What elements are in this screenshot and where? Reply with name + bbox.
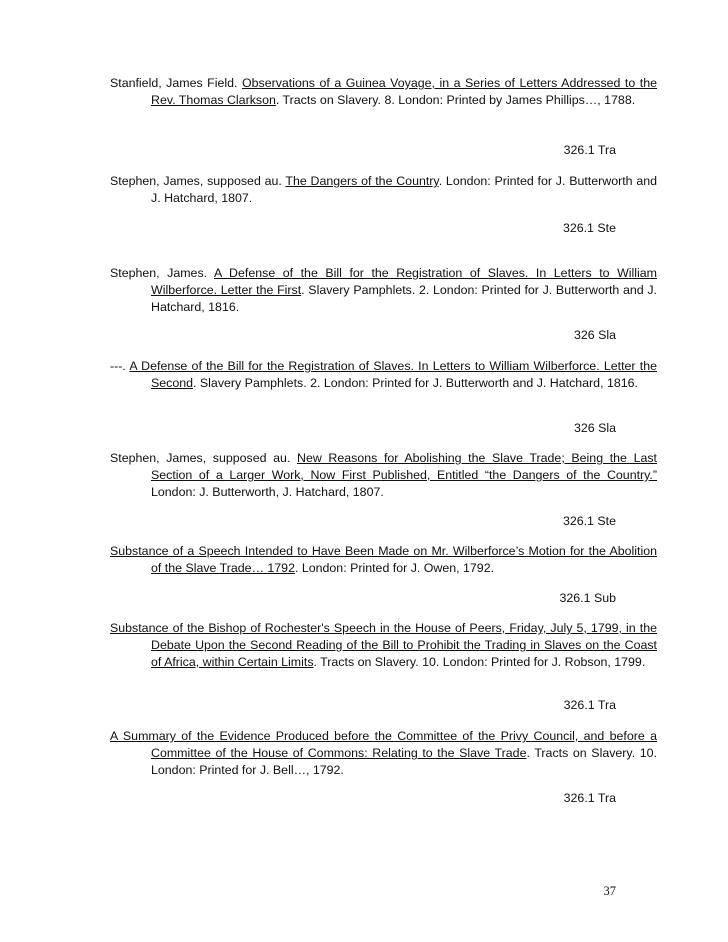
entry-title: A Defense of the Bill for the Registration of Slaves. In Letters to William Wilberforce. Letter the Second [129,359,657,390]
entry-author: Stephen, James. [110,266,214,280]
call-number: 326.1 Tra [563,791,616,805]
entry-publication: London: J. Butterworth, J. Hatchard, 1807. [151,485,384,499]
entry-title: The Dangers of the Country [285,174,439,188]
entry-publication: . Tracts on Slavery. 10. London: Printed for J. Bell…, 1792. [151,746,657,777]
bibliography-entry [110,265,657,316]
bibliography-entry [110,728,657,779]
entry-publication: . Tracts on Slavery. 10. London: Printed for J. Robson, 1799. [313,655,646,669]
entry-title: A Summary of the Evidence Produced before the Committee of the Privy Council, and before a Committee of the House of Commons: Relating to the Slave Trade [110,729,657,760]
entry-publication: . London: Printed for J. Butterworth and J. Hatchard, 1807. [151,174,657,205]
page-number: 37 [603,884,616,898]
bibliography-entry [110,75,657,109]
entry-title: Substance of the Bishop of Rochester's Speech in the House of Peers, Friday, July 5, 1799, in the Debate Upon the Second Reading of the Bill to Prohibit the Trading in Slaves on the Coast of Africa, within Certain Limits [110,621,657,669]
entry-publication: . Slavery Pamphlets. 2. London: Printed for J. Butterworth and J. Hatchard, 1816. [151,283,657,314]
call-number: 326.1 Tra [563,143,616,157]
call-number: 326 Sla [573,328,616,342]
call-number: 326.1 Tra [563,698,616,712]
entry-title: Observations of a Guinea Voyage, in a Series of Letters Addressed to the Rev. Thomas Clarkson [151,76,657,107]
entry-title: Substance of a Speech Intended to Have Been Made on Mr. Wilberforce’s Motion for the Abolition of the Slave Trade… 1792 [110,544,657,575]
call-number: 326 Sla [573,421,616,435]
entry-publication: . Tracts on Slavery. 8. London: Printed by James Phillips…, 1788. [275,93,636,107]
bibliography-entry [110,173,657,207]
bibliography-entry [110,620,657,671]
bibliography-entry [110,358,657,392]
entry-author: Stephen, James, supposed au. [110,451,298,465]
call-number: 326.1 Ste [562,514,616,528]
entry-title: A Defense of the Bill for the Registration of Slaves. In Letters to William Wilberforce. Letter the First [151,266,657,297]
call-number: 326.1 Ste [562,221,616,235]
bibliography-entry [110,543,657,577]
entry-author: Stanfield, James Field. [110,76,242,90]
call-number: 326.1 Sub [559,591,616,605]
entry-title: New Reasons for Abolishing the Slave Trade; Being the Last Section of a Larger Work, Now First Published, Entitled “the Dangers of the Country.” [151,451,657,482]
entry-author: ---. [110,359,130,373]
bibliography-entry [110,450,657,501]
entry-publication: . London: Printed for J. Owen, 1792. [294,561,495,575]
entry-publication: . Slavery Pamphlets. 2. London: Printed for J. Butterworth and J. Hatchard, 1816. [193,376,638,390]
entry-author: Stephen, James, supposed au. [110,174,286,188]
